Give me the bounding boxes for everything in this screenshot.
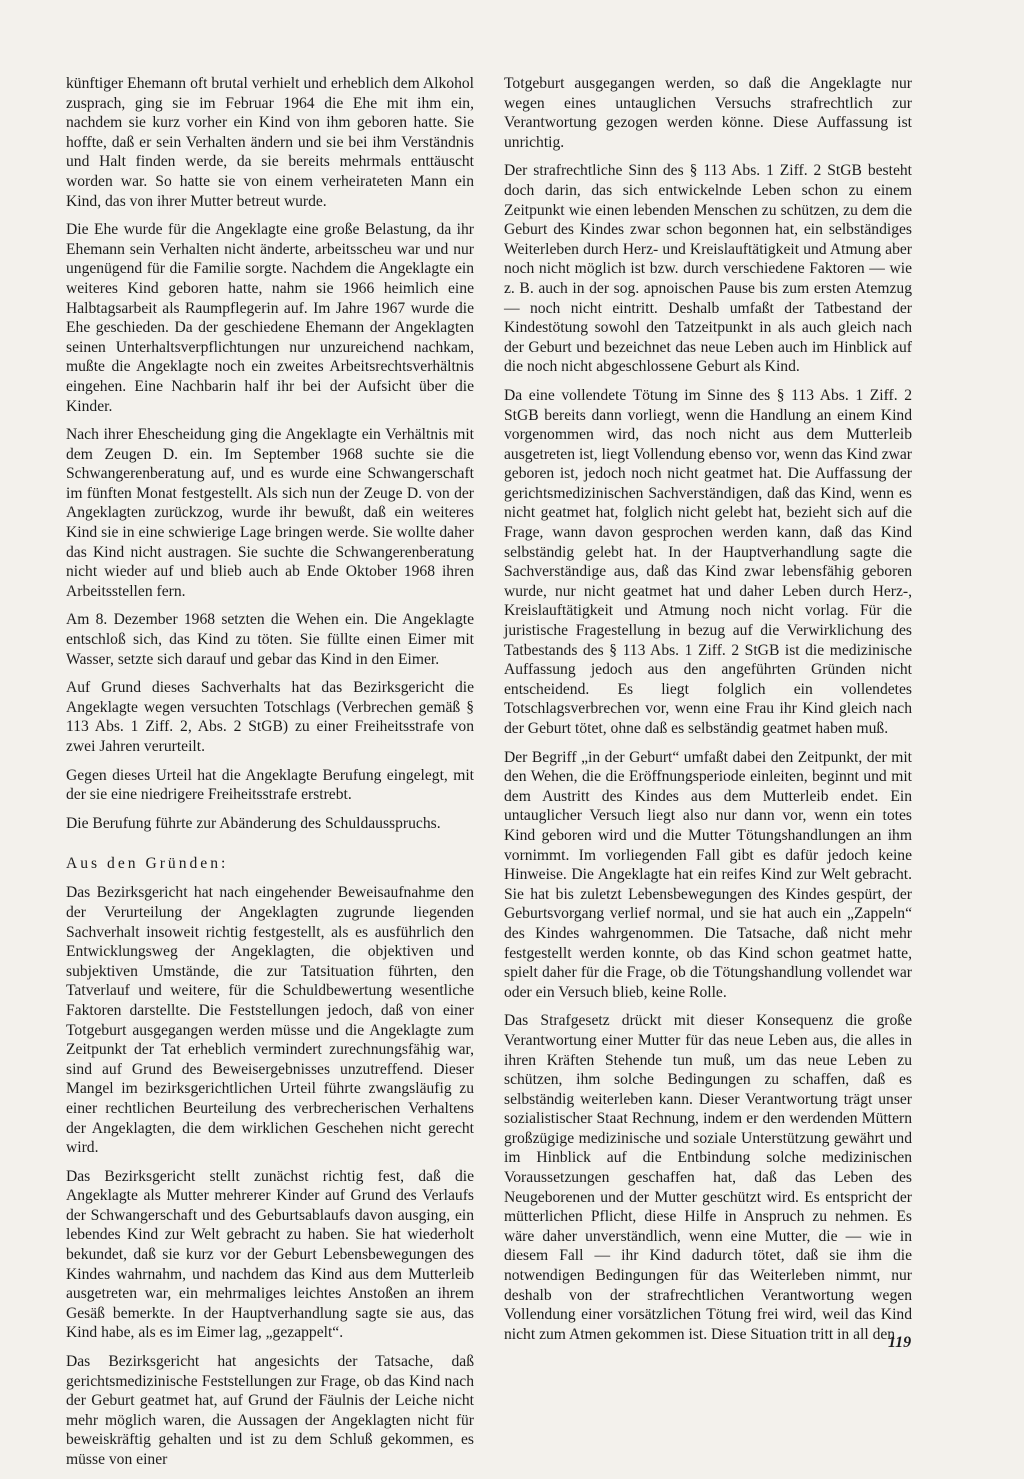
paragraph: Nach ihrer Ehescheidung ging die Angeklagte ein Verhältnis mit dem Zeugen D. ein. Im September 1968 suchte sie die Schwangerenberatung auf, und es wurde eine Schwangerschaft im fünften Monat festgestellt. Als sich nun der Zeuge D. von der Angeklagten zurückzog, wurde ihr bewußt, daß ein weiteres Kind sie in eine schwierige Lage bringen werde. Sie wollte daher das Kind nicht austragen. Sie suchte die Schwangerenberatung nicht wieder auf und blieb auch ab Ende Oktober 1968 ihren Arbeitsstellen fern. (66, 426, 474, 600)
page-number: 119 (888, 1334, 912, 1351)
right-column (504, 74, 912, 1353)
paragraph: künftiger Ehemann oft brutal verhielt und erheblich dem Alkohol zusprach, ging sie im Februar 1964 die Ehe mit ihm ein, nachdem sie kurz vorher ein Kind von ihm geboren hatte. Sie hoffte, daß er sein Verhalten ändern und sie bei ihm Verständnis und Halt finden werde, da sie bereits mehrmals enttäuscht worden war. So hatte sie von einem verheirateten Mann ein Kind, das von ihrer Mutter betreut wurde. (66, 75, 474, 210)
paragraph: Da eine vollendete Tötung im Sinne des § 113 Abs. 1 Ziff. 2 StGB bereits dann vorliegt, wenn die Handlung an einem Kind vorgenommen wird, das noch nicht aus dem Mutterleib ausgetreten ist, liegt Vollendung ebenso vor, wenn das Kind zwar geboren ist, jedoch noch nicht geatmet hat. Die Auffassung der gerichtsmedizinischen Sachverständigen, daß das Kind, wenn es nicht geatmet hat, folglich nicht gelebt hat, bezieht sich auf die Frage, wann davon gesprochen werden kann, daß das Kind selbständig gelebt hat. In der Hauptverhandlung sagte die Sachverständige aus, daß das Kind zwar lebensfähig geboren wurde, nur nicht geatmet hat und daher Leben durch Herz-, Kreislauftätigkeit und Atmung noch nicht vorlag. Für die juristische Fragestellung in bezug auf die Verwirklichung des Tatbestands des § 113 Abs. 1 Ziff. 2 StGB ist die medizinische Auffassung jedoch aus den angeführten Gründen nicht entscheidend. Es liegt folglich ein vollendetes Totschlagsverbrechen vor, wenn eine Frau ihr Kind gleich nach der Geburt tötet, ohne daß es selbständig geatmet haben muß. (504, 386, 912, 737)
paragraph: Der strafrechtliche Sinn des § 113 Abs. 1 Ziff. 2 StGB besteht doch darin, das sich entwickelnde Leben schon zu einem Zeitpunkt wie einen lebenden Menschen zu schützen, zu dem die Geburt des Kindes zwar schon begonnen hat, ein selbständiges Weiterleben durch Herz- und Kreislauftätigkeit und Atmung aber noch nicht möglich ist bzw. durch verschiedene Faktoren — wie z. B. auch in der sog. apnoischen Pause bis zum ersten Atemzug — noch nicht eintritt. Deshalb umfaßt der Tatbestand der Kindestötung sowohl den Tatzeitpunkt in als auch gleich nach der Geburt und bezeichnet das neue Leben auch im Hinblick auf die noch nicht abgeschlossene Geburt als Kind. (504, 162, 912, 376)
left-column (66, 74, 474, 1479)
paragraph: Auf Grund dieses Sachverhalts hat das Bezirksgericht die Angeklagte wegen versuchten Totschlags (Verbrechen gemäß § 113 Abs. 1 Ziff. 2, Abs. 2 StGB) zu einer Freiheitsstrafe von zwei Jahren verurteilt. (66, 679, 474, 755)
paragraph: Das Strafgesetz drückt mit dieser Konsequenz die große Verantwortung einer Mutter für das neue Leben aus, die alles in ihren Kräften Stehende tun muß, um das neue Leben zu schützen, ihm solche Bedingungen zu schaffen, daß es selbständig weiterleben kann. Dieser Verantwortung trägt unser sozialistischer Staat Rechnung, indem er den werdenden Müttern großzügige medizinische und soziale Unterstützung gewährt und im Hinblick auf die Entbindung solche medizinischen Voraussetzungen geschaffen hat, daß das Leben des Neugeborenen und der Mutter geschützt wird. Es entspricht der mütterlichen Pflicht, diese Hilfe in Anspruch zu nehmen. Es wäre daher unverständlich, wenn eine Mutter, die — wie in diesem Fall — ihr Kind dadurch tötet, daß sie ihm die notwendigen Bedingungen für das Weiterleben nimmt, nur deshalb von der strafrechtlichen Verantwortung wegen Vollendung einer vorsätzlichen Tötung frei wird, weil das Kind nicht zum Atmen gekommen ist. Diese Situation tritt in all den (504, 1012, 912, 1343)
paragraph: Die Ehe wurde für die Angeklagte eine große Belastung, da ihr Ehemann sein Verhalten nicht änderte, arbeitsscheu war und nur ungenügend für die Familie sorgte. Nachdem die Angeklagte ein weiteres Kind geboren hatte, nahm sie 1966 heimlich eine Halbtagsarbeit als Raumpflegerin auf. Im Jahre 1967 wurde die Ehe geschieden. Da der geschiedene Ehemann der Angeklagten seinen Unterhaltsverpflichtungen nur unzureichend nachkam, mußte die Angeklagte noch ein zweites Arbeitsrechtsverhältnis eingehen. Eine Nachbarin half ihr bei der Aufsicht über die Kinder. (66, 221, 474, 415)
paragraph: Das Bezirksgericht hat nach eingehender Beweisaufnahme den der Verurteilung der Angeklagten zugrunde liegenden Sachverhalt insoweit richtig festgestellt, als es ausführlich den Entwicklungsweg der Angeklagten, die objektiven und subjektiven Umstände, die zur Tatsituation führten, den Tatverlauf und weitere, für die Schuldbewertung wesentliche Faktoren darstellte. Die Feststellungen jedoch, daß von einer Totgeburt ausgegangen werden müsse und die Angeklagte zum Zeitpunkt der Tat erheblich vermindert zurechnungsfähig war, sind auf Grund des Beweisergebnisses unzutreffend. Dieser Mangel im bezirksgerichtlichen Urteil führte zwangsläufig zu einer rechtlichen Beurteilung des verbrecherischen Verhaltens der Angeklagten, die dem wirklichen Geschehen nicht gerecht wird. (66, 884, 474, 1157)
paragraph: Der Begriff „in der Geburt“ umfaßt dabei den Zeitpunkt, der mit den Wehen, die die Eröffnungsperiode einleiten, beginnt und mit dem Austritt des Kindes aus dem Mutterleib endet. Ein untauglicher Versuch liegt also nur dann vor, wenn ein totes Kind geboren wird und die Mutter Tötungshandlungen an ihm vornimmt. Im vorliegenden Fall gibt es dafür jedoch keine Hinweise. Die Angeklagte hat ein reifes Kind zur Welt gebracht. Sie hat bis zuletzt Lebensbewegungen des Kindes gespürt, der Geburtsvorgang verlief normal, und sie hat auch ein „Zappeln“ des Kindes wahrgenommen. Die Tatsache, daß nicht mehr festgestellt werden konnte, ob das Kind schon geatmet hatte, spielt daher für die Frage, ob die Tötungshandlung vollendet war oder ein Versuch blieb, keine Rolle. (504, 748, 912, 1001)
paragraph: Totgeburt ausgegangen werden, so daß die Angeklagte nur wegen eines untauglichen Versuchs strafrechtlich zur Verantwortung gezogen werden könne. Diese Auffassung ist unrichtig. (504, 75, 912, 151)
paragraph: Das Bezirksgericht hat angesichts der Tatsache, daß gerichtsmedizinische Feststellungen zur Frage, ob das Kind nach der Geburt geatmet hat, auf Grund der Fäulnis der Leiche nicht mehr möglich waren, die Aussagen der Angeklagten nicht für beweiskräftig gehalten und ist zu dem Schluß gekommen, es müsse von einer (66, 1353, 474, 1468)
paragraph: Am 8. Dezember 1968 setzten die Wehen ein. Die Angeklagte entschloß sich, das Kind zu töten. Sie füllte einen Eimer mit Wasser, setzte sich darauf und gebar das Kind in den Eimer. (66, 611, 474, 668)
section-heading: Aus den Gründen: (66, 855, 229, 873)
paragraph: Gegen dieses Urteil hat die Angeklagte Berufung eingelegt, mit der sie eine niedrigere Freiheitsstrafe erstrebt. (66, 766, 474, 804)
paragraph: Das Bezirksgericht stellt zunächst richtig fest, daß die Angeklagte als Mutter mehrerer Kinder auf Grund des Verlaufs der Schwangerschaft und des Geburtsablaufs davon ausging, ein lebendes Kind zur Welt gebracht zu haben. Sie hat wiederholt bekundet, daß sie kurz vor der Geburt Lebensbewegungen des Kindes wahrnahm, und nachdem das Kind aus dem Mutterleib ausgetreten war, ein mehrmaliges leichtes Anstoßen an ihrem Gesäß bemerkte. In der Hauptverhandlung sagte sie aus, das Kind habe, als es im Eimer lag, „gezappelt“. (66, 1167, 474, 1342)
paragraph: Die Berufung führte zur Abänderung des Schuldausspruchs. (66, 814, 441, 832)
